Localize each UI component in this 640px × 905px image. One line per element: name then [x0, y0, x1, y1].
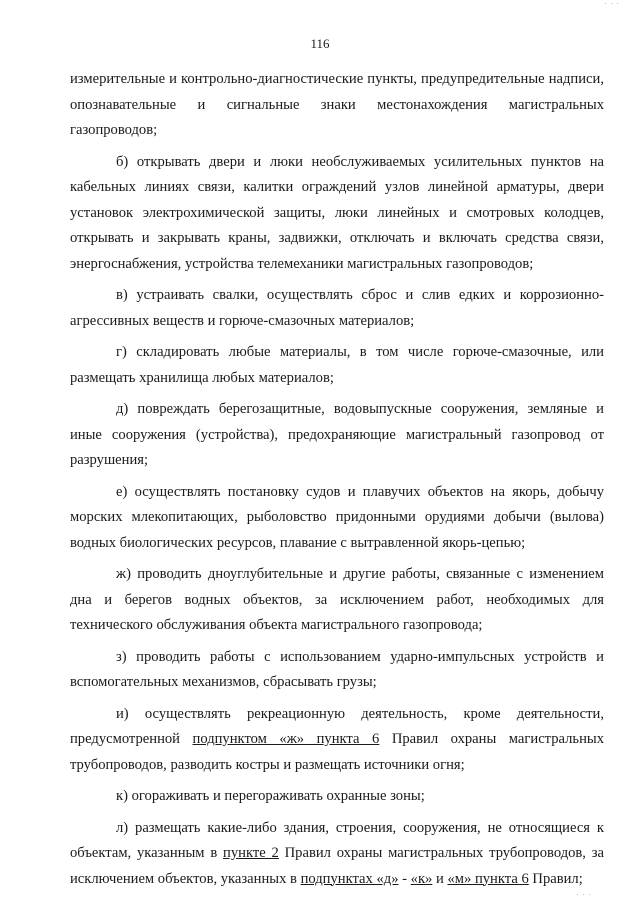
- paragraph-e: е) осуществлять постановку судов и плавучих объектов на якорь, добычу морских млекопитающих, рыболовство придонными орудиями добычи (вылова) водных биологических ресурсов, плавание с вытравленной якорь-цепью;: [70, 483, 604, 551]
- paragraph-l-and: и: [432, 870, 448, 887]
- paragraph-i-text-end: Правил охраны магистральных трубопроводов, разводить костры и размещать источники огня;: [70, 731, 604, 773]
- paragraph-v: в) устраивать свалки, осуществлять сброс и слив едких и коррозионно-агрессивных веществ и горюче-смазочных материалов;: [70, 287, 604, 329]
- paragraph-b: б) открывать двери и люки необслуживаемых усилительных пунктов на кабельных линиях связи, калитки ограждений узлов линейной арматуры, двери установок электрохимической защиты, люки линейных и смотровых колодцев, открывать и закрывать краны, задвижки, отключать и включать средства связи, энергоснабжения, устройства телемеханики магистральных газопроводов;: [70, 153, 604, 272]
- scan-artifact-top: · · ·: [604, 0, 620, 8]
- paragraph-l-text-end: Правил;: [528, 870, 583, 887]
- paragraph-l-separator: -: [398, 870, 411, 887]
- paragraph-g: г) складировать любые материалы, в том числе горюче-смазочные, или размещать хранилища любых материалов;: [70, 344, 604, 386]
- link-subparagraph-m-point-6[interactable]: «м» пункта 6: [447, 870, 529, 887]
- paragraph-l: [70, 816, 604, 893]
- paragraph-l-text-middle: Правил охраны магистральных трубопроводов, за исключением объектов, указанных в: [70, 845, 604, 887]
- paragraph-i-text-start: и) осуществлять рекреационную деятельность, кроме деятельности, предусмотренной: [70, 705, 604, 747]
- link-point-2[interactable]: пункте 2: [223, 845, 279, 861]
- paragraph-l-text-start: л) размещать какие-либо здания, строения, сооружения, не относящиеся к объектам, указанным в: [70, 819, 604, 861]
- link-subparagraph-zh-point-6[interactable]: подпунктом «ж» пункта 6: [192, 731, 380, 747]
- link-subparagraphs-d[interactable]: подпунктах «д»: [300, 870, 399, 887]
- paragraph-d: д) повреждать берегозащитные, водовыпускные сооружения, земляные и иные сооружения (устройства), предохраняющие магистральный газопровод от разрушения;: [70, 401, 604, 468]
- paragraph-continuation: измерительные и контрольно-диагностические пункты, предупредительные надписи, опознавательные и сигнальные знаки местонахождения магистральных газопроводов;: [70, 71, 604, 138]
- document-body: [70, 67, 604, 898]
- paragraph-k: к) огораживать и перегораживать охранные зоны;: [116, 788, 425, 804]
- paragraph-zh: ж) проводить дноуглубительные и другие работы, связанные с изменением дна и берегов водных объектов, за исключением работ, необходимых для технического обслуживания объекта магистрального газопровода;: [70, 566, 604, 633]
- paragraph-z: з) проводить работы с использованием ударно-импульсных устройств и вспомогательных механизмов, сбрасывать грузы;: [70, 648, 604, 690]
- scan-artifact-bottom: · · ·: [576, 891, 592, 899]
- paragraph-i: [70, 702, 604, 779]
- link-subparagraph-k[interactable]: «к»: [410, 870, 433, 887]
- page-number: 116: [310, 36, 330, 51]
